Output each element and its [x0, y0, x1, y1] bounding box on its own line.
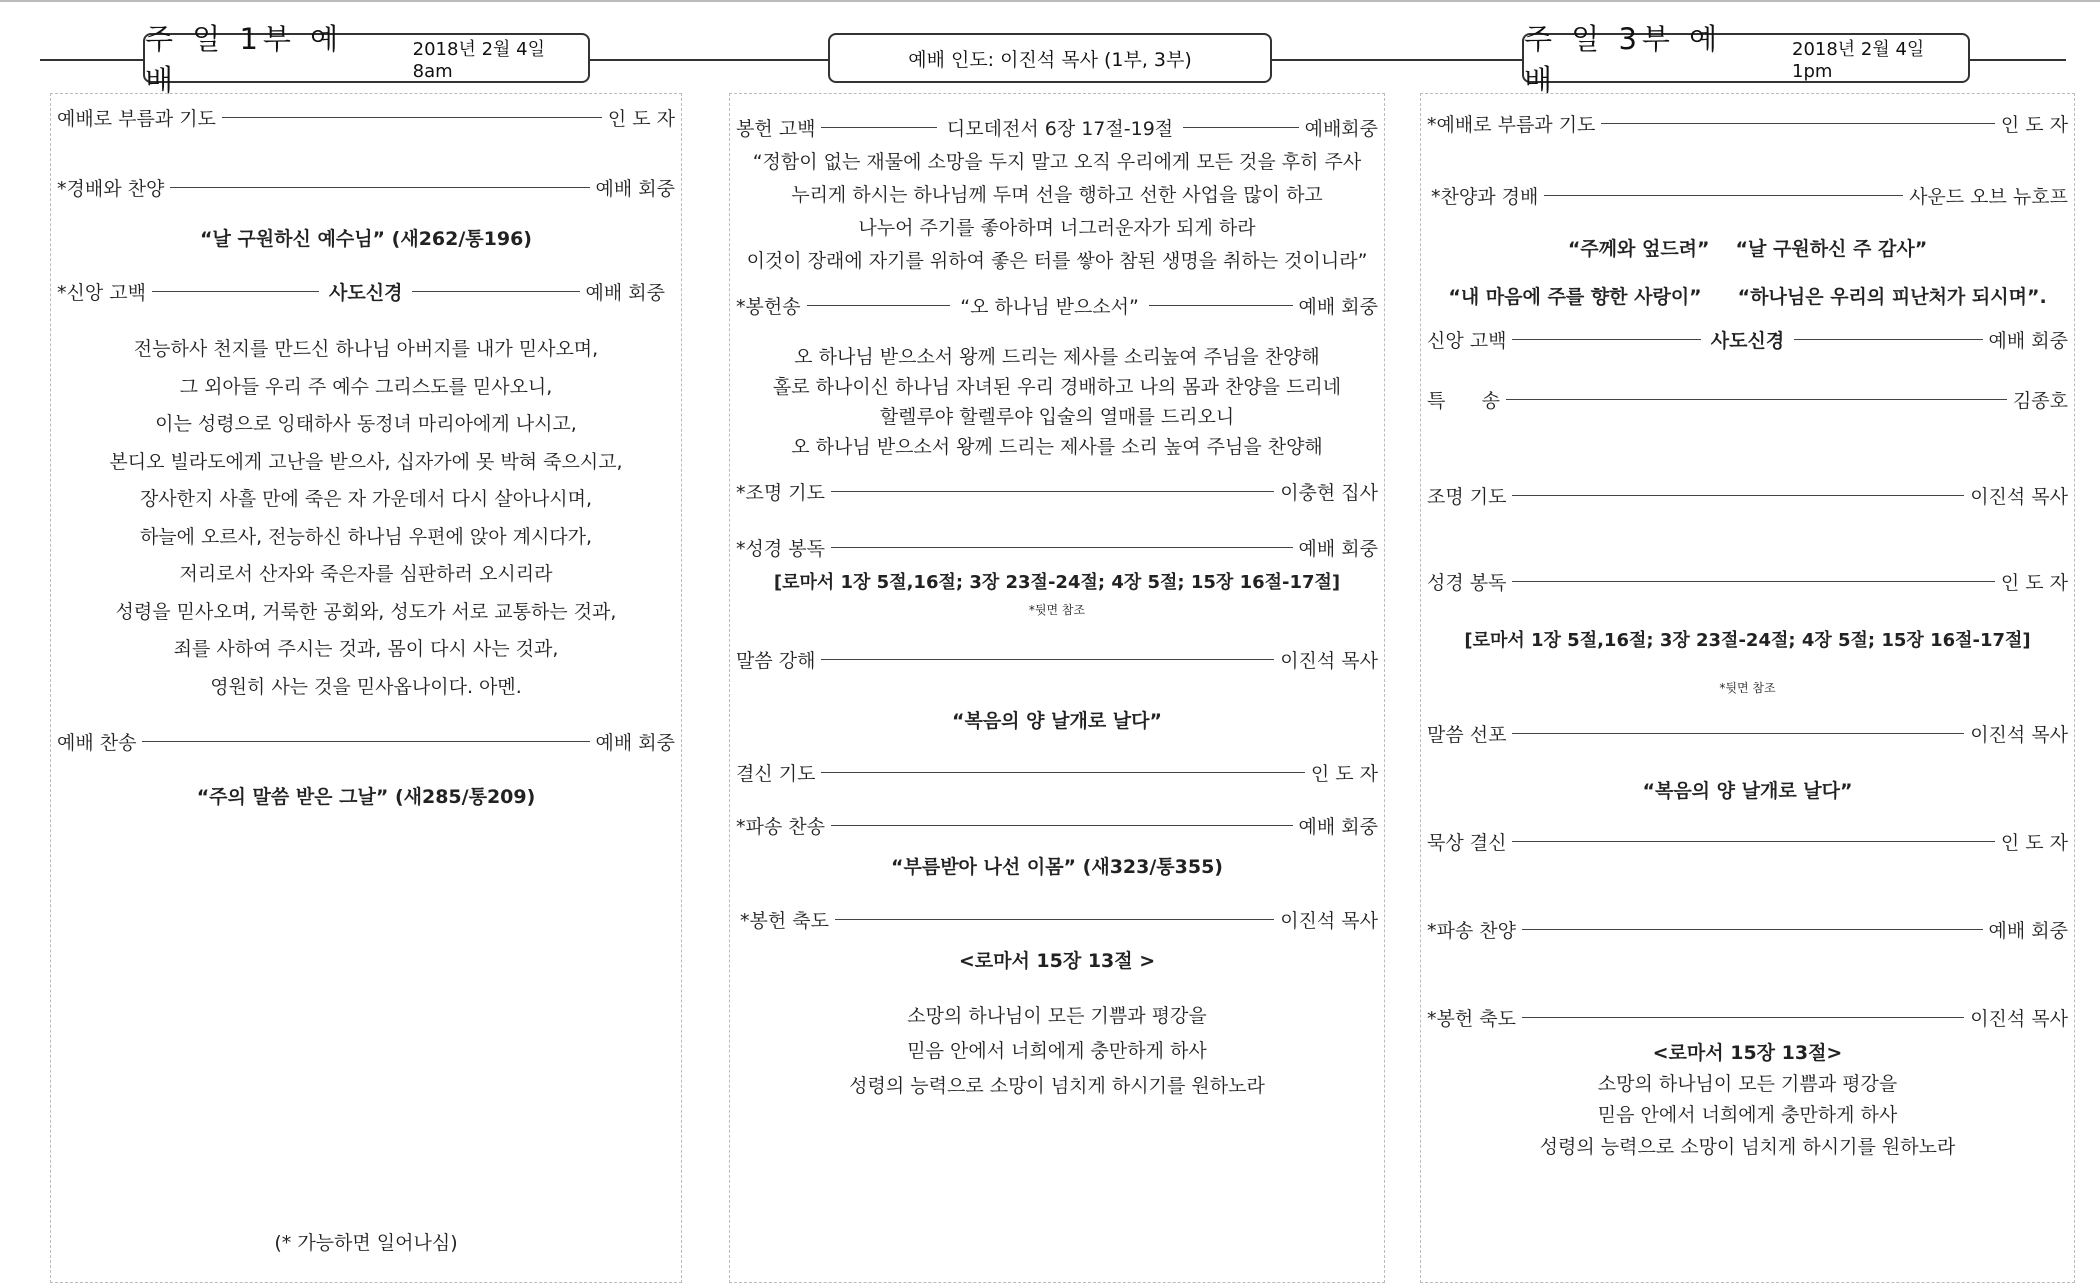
offering-scripture: 디모데전서 6장 17절-19절: [946, 118, 1174, 140]
item-leader: 예배 회중: [595, 732, 675, 754]
header-rule: [40, 59, 145, 61]
offertory-song: “오 하나님 받으소서”: [960, 296, 1139, 318]
song-title: “하나님은 우리의 피난처가 되시며”.: [1737, 286, 2047, 308]
hymn-title: “부름받아 나선 이몸” (새323/통355): [891, 856, 1223, 878]
creed-line: 이는 성령으로 잉태하사 동정녀 마리아에게 나시고,: [155, 413, 577, 435]
order-item: [1431, 182, 2068, 209]
order-item: [1427, 386, 2068, 413]
offering-line: “정함이 없는 재물에 소망을 두지 말고 오직 우리에게 모든 것을 후히 주사: [752, 151, 1362, 173]
service3-date: 2018년 2월 4일 1pm: [1792, 38, 1925, 82]
header-rule: [1270, 59, 1524, 61]
leader-header: [828, 33, 1272, 83]
service1-title: 주 일 1부 예 배: [145, 22, 344, 97]
song-line: 할렐루야 할렐루야 입술의 열매를 드리오니: [879, 406, 1235, 428]
benediction-line: 소망의 하나님이 모든 기쁨과 평강을: [907, 1005, 1207, 1027]
item-label: *신앙 고백: [57, 282, 146, 304]
song-line: 오 하나님 받으소서 왕께 드리는 제사를 소리높여 주님을 찬양해: [794, 346, 1320, 368]
item-leader: 인 도 자: [2000, 832, 2068, 854]
header-rule: [588, 59, 830, 61]
creed-line: 죄를 사하여 주시는 것과, 몸이 다시 사는 것과,: [173, 638, 559, 660]
sermon-title: “복음의 양 날개로 날다”: [951, 710, 1162, 732]
creed-name: 사도신경: [1710, 330, 1785, 352]
item-label: *경배와 찬양: [57, 178, 165, 200]
benediction-reference: <로마서 15장 13절 >: [958, 950, 1156, 972]
song-title: “주께와 엎드려”: [1567, 238, 1710, 260]
praise-songs: [1421, 282, 2074, 309]
item-leader: 예배 회중: [1298, 296, 1379, 318]
item-leader: 인 도 자: [2000, 114, 2068, 136]
header-rule: [1968, 59, 2066, 61]
offering-line: 누리게 하시는 하나님께 두며 선을 행하고 선한 사업을 많이 하고: [791, 184, 1323, 206]
order-item: [736, 114, 1378, 141]
order-item: [736, 478, 1378, 505]
creed-line: 하늘에 오르사, 전능하신 하나님 우편에 앉아 계시다가,: [139, 526, 593, 548]
creed-line: 전능하사 천지를 만드신 하나님 아버지를 내가 믿사오며,: [133, 338, 599, 360]
creed-line: 저리로서 산자와 죽은자를 심판하러 오시리라: [179, 563, 553, 585]
scripture-reference: [로마서 1장 5절,16절; 3장 23절-24절; 4장 5절; 15장 16절-17절]: [773, 572, 1341, 593]
item-label: *파송 찬양: [1427, 920, 1516, 942]
item-leader: 김종호: [2012, 390, 2068, 412]
item-leader: 이진석 목사: [1970, 724, 2068, 746]
top-border: [0, 0, 2100, 2]
order-item: [57, 174, 675, 201]
order-item: [740, 906, 1378, 933]
worship-leader: 예배 인도: 이진석 목사 (1부, 3부): [908, 48, 1192, 71]
order-item: [1427, 482, 2068, 509]
creed-name: 사도신경: [329, 282, 403, 304]
item-label: *봉헌 축도: [1427, 1008, 1516, 1030]
item-label: 묵상 결신: [1427, 832, 1507, 854]
benediction-line: 믿음 안에서 너희에게 충만하게 하사: [907, 1040, 1207, 1062]
item-leader: 사운드 오브 뉴호프: [1909, 186, 2068, 208]
item-label: 특 송: [1427, 390, 1500, 412]
item-leader: 이충현 집사: [1280, 482, 1378, 504]
item-label: 결신 기도: [736, 763, 816, 785]
benediction-line: 소망의 하나님이 모든 기쁨과 평강을: [1597, 1073, 1898, 1095]
service3-column: [1420, 93, 2075, 1283]
order-item: [1427, 110, 2068, 137]
item-label: *봉헌송: [736, 296, 801, 318]
see-back-note: *뒷면 참조: [1028, 603, 1086, 617]
item-label: 성경 봉독: [1427, 572, 1507, 594]
creed-line: 본디오 빌라도에게 고난을 받으사, 십자가에 못 박혀 죽으시고,: [109, 451, 623, 473]
creed-line: 그 외아들 우리 주 예수 그리스도를 믿사오니,: [179, 376, 553, 398]
order-item: [57, 728, 675, 755]
item-leader: 인 도 자: [2000, 572, 2068, 594]
item-leader: 이진석 목사: [1280, 650, 1378, 672]
order-item: [1427, 1004, 2068, 1031]
item-label: 말씀 선포: [1427, 724, 1507, 746]
offering-line: 이것이 장래에 자기를 위하여 좋은 터를 쌓아 참된 생명을 취하는 것이니라”: [746, 250, 1368, 272]
service1-header: [143, 22, 590, 97]
service1-column: [50, 93, 682, 1283]
item-leader: 예배 회중: [585, 282, 666, 304]
song-line: 홀로 하나이신 하나님 자녀된 우리 경배하고 나의 몸과 찬양을 드리네: [772, 376, 1342, 398]
order-item: [57, 104, 675, 131]
item-leader: 예배 회중: [1988, 920, 2068, 942]
item-label: *조명 기도: [736, 482, 825, 504]
item-leader: 예배회중: [1304, 118, 1379, 140]
order-item: [736, 812, 1378, 839]
item-leader: 예배 회중: [595, 178, 675, 200]
benediction-line: 성령의 능력으로 소망이 넘치게 하시기를 원하노라: [1539, 1136, 1956, 1158]
item-leader: 인 도 자: [1310, 763, 1378, 785]
item-label: 봉헌 고백: [736, 118, 816, 140]
order-item: [736, 534, 1378, 561]
order-item: [1427, 828, 2068, 855]
song-title: “내 마음에 주를 향한 사랑이”: [1448, 286, 1702, 308]
order-item: [1427, 326, 2068, 353]
item-label: 예배로 부름과 기도: [57, 108, 216, 130]
item-label: *봉헌 축도: [740, 910, 829, 932]
sermon-title: “복음의 양 날개로 날다”: [1642, 780, 1853, 802]
song-title: “날 구원하신 주 감사”: [1735, 238, 1928, 260]
item-label: *예배로 부름과 기도: [1427, 114, 1596, 136]
item-leader: 인 도 자: [607, 108, 675, 130]
order-item: [1427, 916, 2068, 943]
item-label: 예배 찬송: [57, 732, 137, 754]
item-leader: 예배 회중: [1298, 816, 1378, 838]
service3-title: 주 일 3부 예 배: [1524, 22, 1723, 97]
creed-line: 영원히 사는 것을 믿사옵나이다. 아멘.: [210, 676, 522, 698]
item-leader: 예배 회중: [1988, 330, 2069, 352]
item-label: *성경 봉독: [736, 538, 825, 560]
item-label: *찬양과 경배: [1431, 186, 1539, 208]
song-line: 오 하나님 받으소서 왕께 드리는 제사를 소리 높여 주님을 찬양해: [791, 436, 1323, 458]
item-leader: 이진석 목사: [1970, 486, 2068, 508]
order-item: [57, 278, 665, 305]
order-item: [1427, 568, 2068, 595]
item-label: 말씀 강해: [736, 650, 816, 672]
hymn-title: “날 구원하신 예수님” (새262/통196): [200, 228, 532, 250]
item-leader: 예배 회중: [1298, 538, 1378, 560]
service3-header: [1522, 22, 1970, 97]
see-back-note: *뒷면 참조: [1719, 681, 1776, 695]
item-leader: 이진석 목사: [1970, 1008, 2068, 1030]
order-item: [736, 292, 1378, 319]
benediction-line: 믿음 안에서 너희에게 충만하게 하사: [1597, 1104, 1898, 1126]
praise-songs: [1421, 234, 2074, 261]
order-item: [1427, 720, 2068, 747]
order-item: [736, 646, 1378, 673]
creed-line: 장사한지 사흘 만에 죽은 자 가운데서 다시 살아나시며,: [139, 488, 593, 510]
standing-note: (* 가능하면 일어나심): [274, 1232, 458, 1254]
item-label: 조명 기도: [1427, 486, 1507, 508]
service1-date: 2018년 2월 4일 8am: [412, 38, 545, 82]
benediction-line: 성령의 능력으로 소망이 넘치게 하시기를 원하노라: [849, 1075, 1265, 1097]
offering-line: 나누어 주기를 좋아하며 너그러운자가 되게 하라: [858, 217, 1256, 239]
scripture-reference: [로마서 1장 5절,16절; 3장 23절-24절; 4장 5절; 15장 16절-17절]: [1464, 630, 2031, 651]
center-column: [729, 93, 1385, 1283]
benediction-reference: <로마서 15장 13절>: [1652, 1042, 1843, 1064]
item-label: *파송 찬송: [736, 816, 825, 838]
item-label: 신앙 고백: [1427, 330, 1507, 352]
creed-line: 성령을 믿사오며, 거룩한 공회와, 성도가 서로 교통하는 것과,: [115, 601, 617, 623]
hymn-title: “주의 말씀 받은 그날” (새285/통209): [196, 786, 536, 808]
order-item: [736, 759, 1378, 786]
item-leader: 이진석 목사: [1280, 910, 1378, 932]
